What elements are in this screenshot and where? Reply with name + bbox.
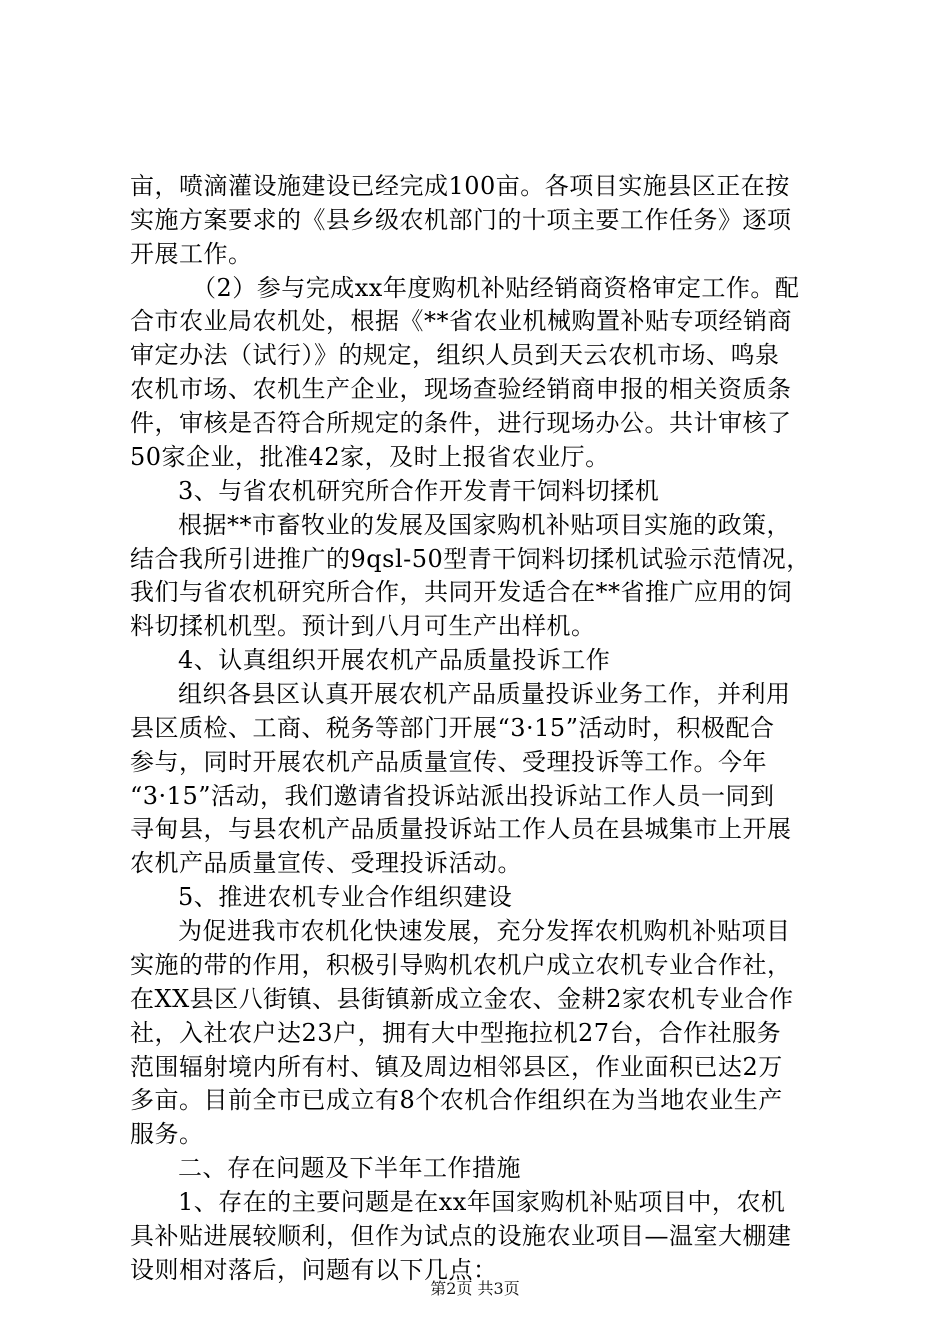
- body-line: 参与，同时开展农机产品质量宣传、受理投诉等工作。今年: [130, 748, 767, 776]
- body-line: 合市农业局农机处，根据《**省农业机械购置补贴专项经销商: [130, 307, 792, 335]
- section-heading: 5、推进农机专业合作组织建设: [178, 883, 513, 911]
- page-footer: 第2页 共3页: [430, 1279, 520, 1298]
- body-line: “3·15”活动，我们邀请省投诉站派出投诉站工作人员一同到: [130, 782, 775, 810]
- body-line: 1、存在的主要问题是在xx年国家购机补贴项目中，农机: [178, 1188, 786, 1216]
- body-line: 50家企业，批准42家，及时上报省农业厅。: [130, 443, 610, 471]
- body-line: 范围辐射境内所有村、镇及周边相邻县区，作业面积已达2万: [130, 1053, 783, 1081]
- body-line: 设则相对落后，问题有以下几点：: [130, 1256, 498, 1284]
- body-line: 结合我所引进推广的9qsl-50型青干饲料切揉机试验示范情况，: [130, 545, 811, 573]
- body-line: 农机产品质量宣传、受理投诉活动。: [130, 849, 522, 877]
- body-line: 组织各县区认真开展农机产品质量投诉业务工作，并利用: [178, 680, 791, 708]
- body-line: 实施方案要求的《县乡级农机部门的十项主要工作任务》逐项: [130, 206, 792, 234]
- body-line: 亩，喷滴灌设施建设已经完成100亩。各项目实施县区正在按: [130, 172, 790, 200]
- body-line: 件，审核是否符合所规定的条件，进行现场办公。共计审核了: [130, 409, 792, 437]
- body-line: 社，入社农户达23户，拥有大中型拖拉机27台，合作社服务: [130, 1019, 782, 1047]
- section-heading: 二、存在问题及下半年工作措施: [178, 1154, 521, 1182]
- section-heading: 3、与省农机研究所合作开发青干饲料切揉机: [178, 477, 660, 505]
- body-line: 在XX县区八街镇、县街镇新成立金农、金耕2家农机专业合作: [130, 985, 794, 1013]
- body-line: 料切揉机机型。预计到八月可生产出样机。: [130, 612, 596, 640]
- body-line: 我们与省农机研究所合作，共同开发适合在**省推广应用的饲: [130, 578, 792, 606]
- body-line: （2）参与完成xx年度购机补贴经销商资格审定工作。配: [192, 274, 800, 302]
- body-line: 为促进我市农机化快速发展，充分发挥农机购机补贴项目: [178, 917, 791, 945]
- body-line: 开展工作。: [130, 240, 253, 268]
- body-line: 实施的带的作用，积极引导购机农机户成立农机专业合作社，: [130, 951, 792, 979]
- body-line: 根据**市畜牧业的发展及国家购机补贴项目实施的政策，: [178, 511, 791, 539]
- section-heading: 4、认真组织开展农机产品质量投诉工作: [178, 646, 611, 674]
- body-line: 农机市场、农机生产企业，现场查验经销商申报的相关资质条: [130, 375, 792, 403]
- body-line: 具补贴进展较顺利，但作为试点的设施农业项目—温室大棚建: [130, 1222, 792, 1250]
- body-line: 县区质检、工商、税务等部门开展“3·15”活动时，积极配合: [130, 714, 775, 742]
- body-line: 多亩。目前全市已成立有8个农机合作组织在为当地农业生产: [130, 1086, 783, 1114]
- body-line: 审定办法（试行）》的规定，组织人员到天云农机市场、鸣泉: [130, 341, 780, 369]
- body-line: 寻甸县，与县农机产品质量投诉站工作人员在县城集市上开展: [130, 815, 792, 843]
- body-line: 服务。: [130, 1120, 204, 1148]
